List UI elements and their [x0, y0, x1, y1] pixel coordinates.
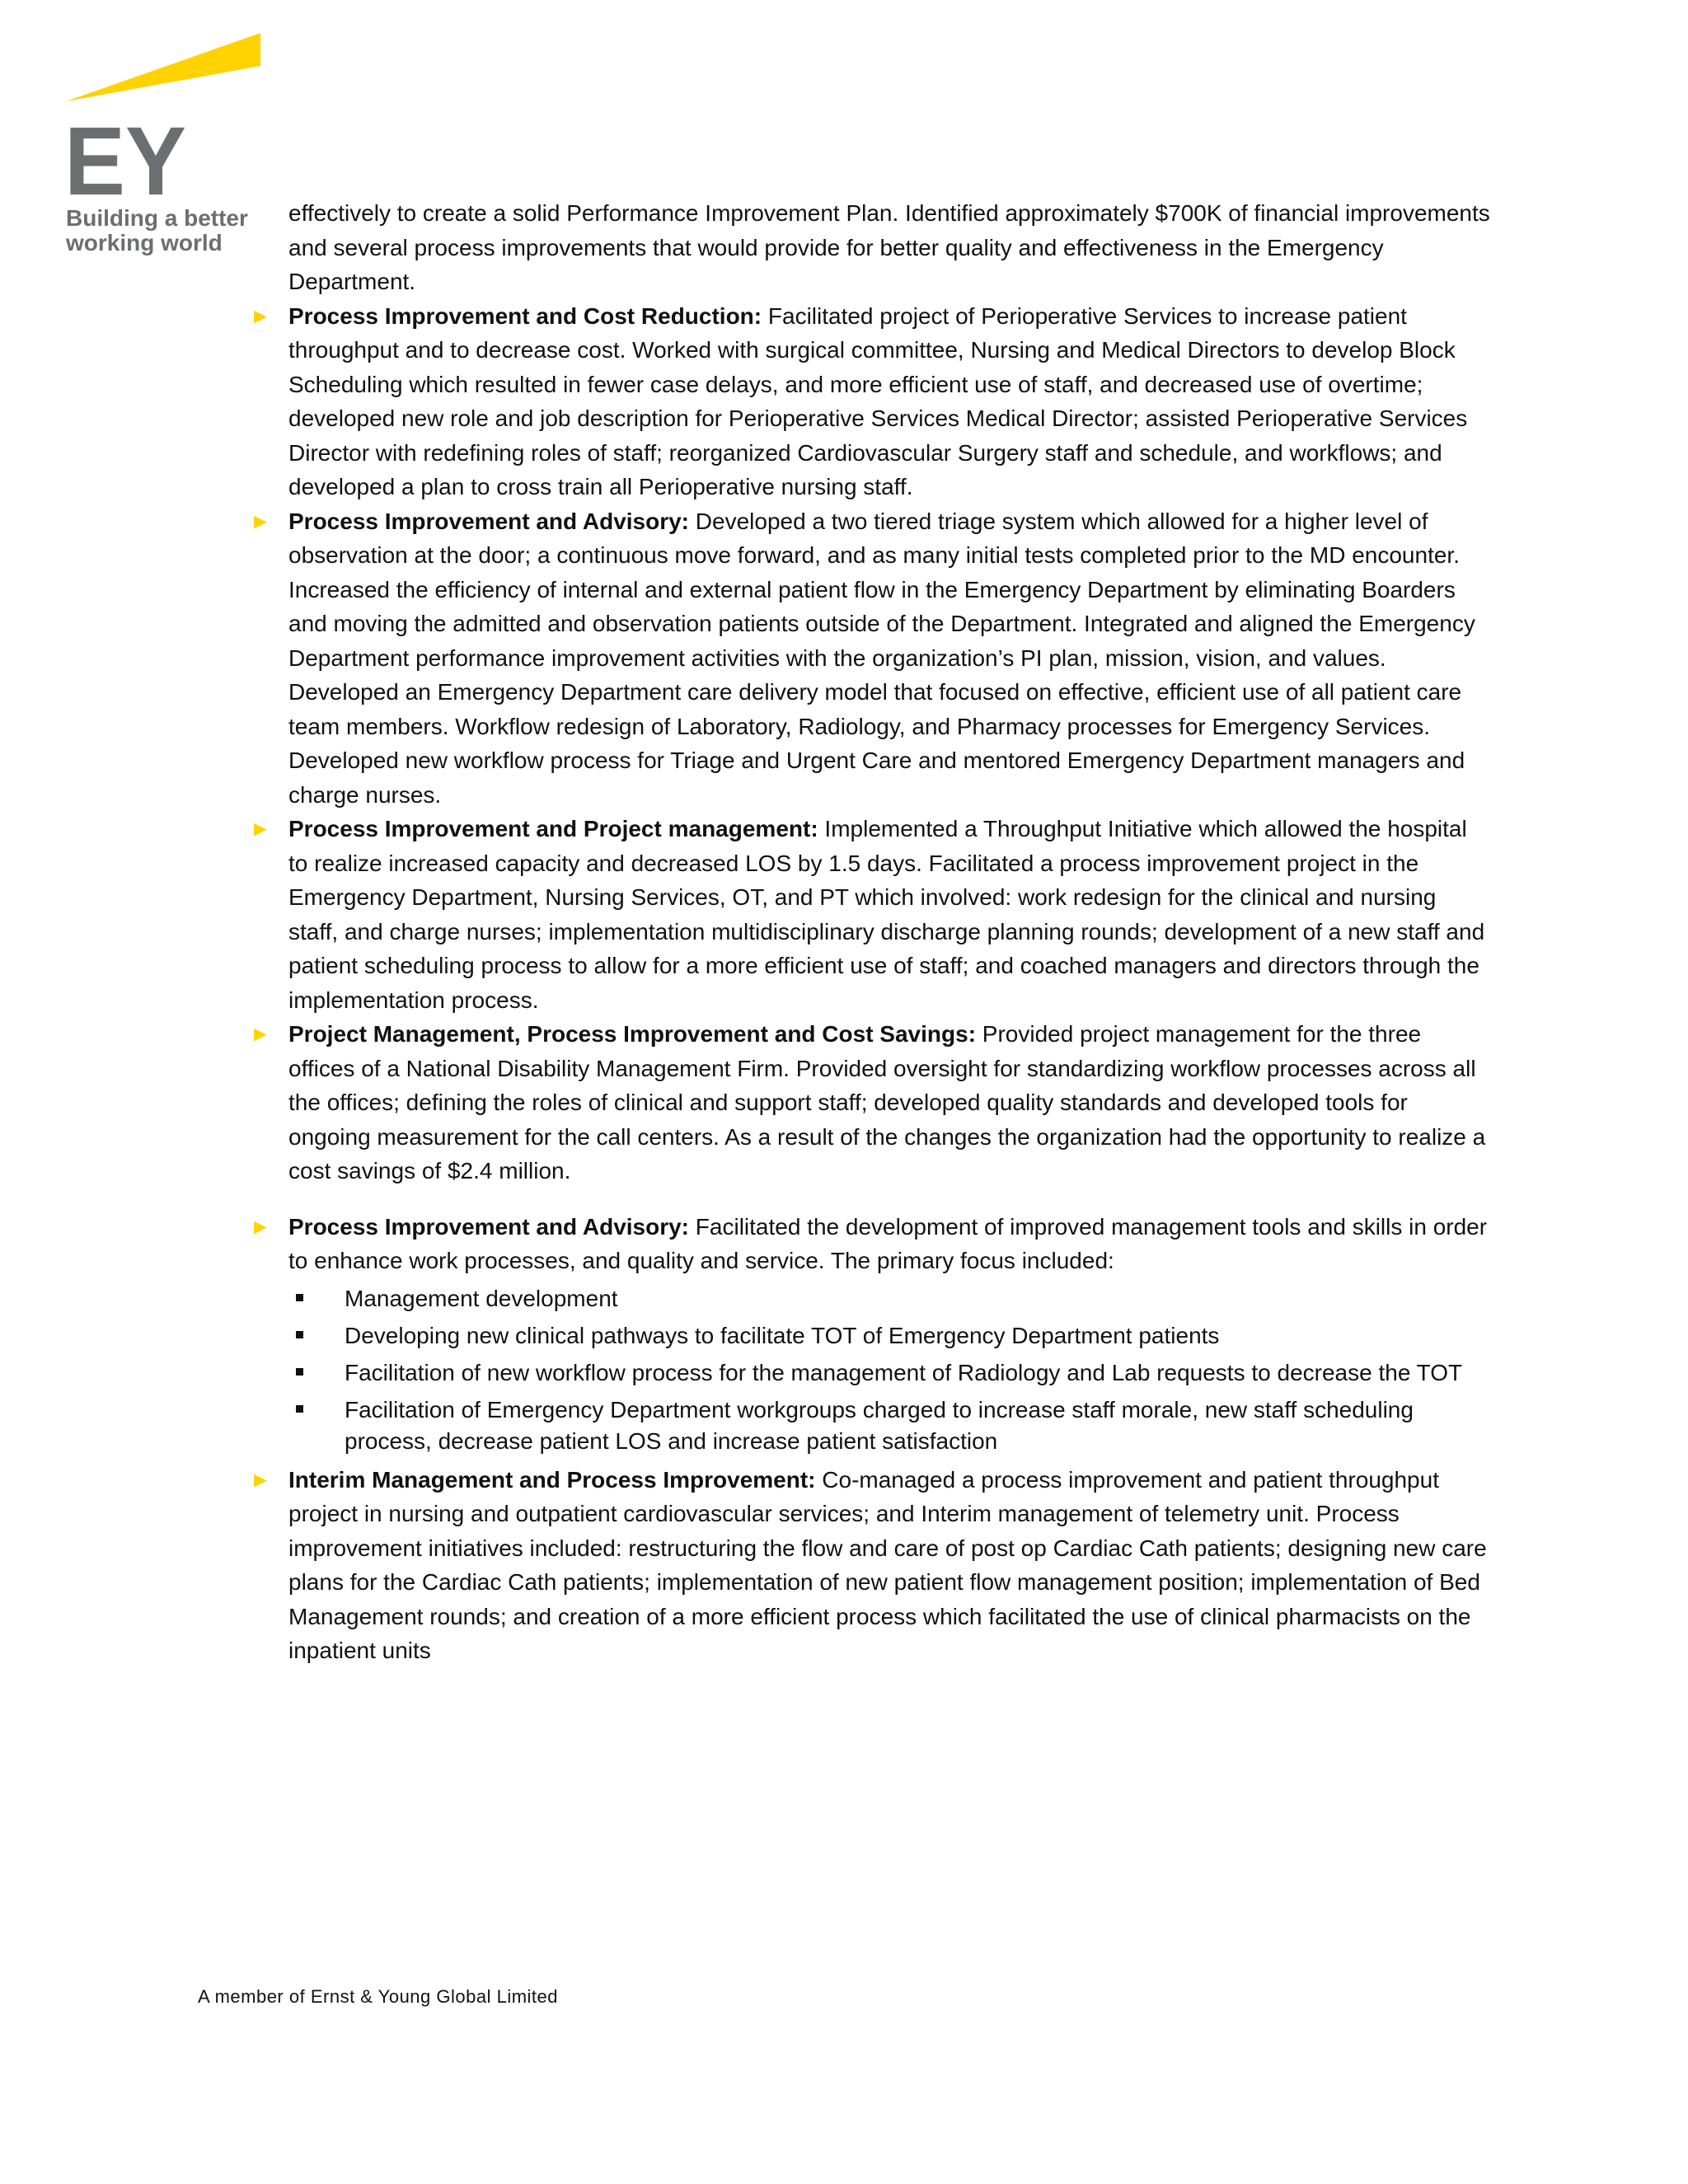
- item-heading: Process Improvement and Advisory:: [288, 1213, 690, 1240]
- intro-paragraph: effectively to create a solid Performance Improvement Plan. Identified approximately $700K of financial improvements and several process improvements that would provide for better quality and effectiveness in the Emergency Department.: [288, 200, 1490, 294]
- sub-list-item-text: Developing new clinical pathways to facilitate TOT of Emergency Department patients: [345, 1322, 1220, 1348]
- page-footer: A member of Ernst & Young Global Limited: [198, 1986, 559, 2007]
- list-item: [247, 1017, 1492, 1188]
- arrow-bullet-icon: ►: [250, 1466, 271, 1492]
- square-bullet-icon: [296, 1405, 303, 1413]
- sub-list-item: [288, 1320, 1492, 1352]
- arrow-bullet-icon: ►: [250, 816, 271, 841]
- item-heading: Process Improvement and Advisory:: [288, 508, 690, 534]
- item-text: Co-managed a process improvement and patient throughput project in nursing and outpatient cardiovascular services; and Interim management of telemetry unit. Process improvement initiatives included: restructuring the flow and care of post op Cardiac Cath patients; designing new care plans for the Cardiac Cath patients; implementation of new patient flow management position; implementation of Bed Management rounds; and creation of a more efficient process which facilitated the use of clinical pharmacists on the inpatient units: [288, 1466, 1487, 1663]
- item-text: Facilitated project of Perioperative Services to increase patient throughput and to decrease cost. Worked with surgical committee, Nursing and Medical Directors to develop Block Scheduling which resulted in fewer case delays, and more efficient use of staff, and decreased use of overtime; developed new role and job description for Perioperative Services Medical Director; assisted Perioperative Services Director with redefining roles of staff; reorganized Cardiovascular Surgery staff and schedule, and workflows; and developed a plan to cross train all Perioperative nursing staff.: [288, 302, 1468, 499]
- item-heading: Process Improvement and Project management:: [288, 816, 818, 841]
- item-text: Provided project management for the three offices of a National Disability Management Firm. Provided oversight for standardizing workflow processes across all the offices; defining the roles of clinical and support staff; developed quality standards and developed tools for ongoing measurement for the call centers. As a result of the changes the organization had the opportunity to realize a cost savings of $2.4 million.: [288, 1021, 1486, 1183]
- square-bullet-icon: [296, 1331, 303, 1338]
- sub-list-item: [288, 1394, 1492, 1457]
- item-text: Implemented a Throughput Initiative which allowed the hospital to realize increased capacity and decreased LOS by 1.5 days. Facilitated a process improvement project in the Emergency Department, Nursing Services, OT, and PT which involved: work redesign for the clinical and nursing staff, and charge nurses; implementation multidisciplinary discharge planning rounds; development of a new staff and patient scheduling process to allow for a more efficient use of staff; and coached managers and directors through the implementation process.: [288, 816, 1485, 1013]
- list-item: [247, 1463, 1492, 1668]
- square-bullet-icon: [296, 1294, 303, 1301]
- item-heading: Process Improvement and Cost Reduction:: [288, 302, 762, 329]
- arrow-bullet-icon: ►: [250, 1021, 271, 1046]
- list-item: [247, 812, 1492, 1017]
- sub-list-item-text: Facilitation of new workflow process for the management of Radiology and Lab requests to decrease the TOT: [345, 1359, 1463, 1385]
- logo-letters: EY: [64, 107, 186, 196]
- sub-list-item-text: Facilitation of Emergency Department workgroups charged to increase staff morale, new staff scheduling process, decrease patient LOS and increase patient satisfaction: [345, 1396, 1414, 1454]
- item-text: Facilitated the development of improved management tools and skills in order to enhance work processes, and quality and service. The primary focus included:: [288, 1213, 1488, 1273]
- document-body: [247, 196, 1492, 1668]
- list-item: [247, 504, 1492, 813]
- square-bullet-icon: [296, 1368, 303, 1376]
- item-text: Developed a two tiered triage system which allowed for a higher level of observation at the door; a continuous move forward, and as many initial tests completed prior to the MD encounter. Increased the efficiency of internal and external patient flow in the Emergency Department by eliminating Boarders and moving the admitted and observation patients outside of the Department. Integrated and aligned the Emergency Department performance improvement activities with the organization’s PI plan, mission, vision, and values. Developed an Emergency Department care delivery model that focused on effective, efficient use of all patient care team members. Workflow redesign of Laboratory, Radiology, and Pharmacy processes for Emergency Services. Developed new workflow process for Triage and Urgent Care and mentored Emergency Department managers and charge nurses.: [288, 508, 1475, 808]
- list-item: [247, 1210, 1492, 1457]
- arrow-bullet-icon: ►: [250, 1213, 271, 1239]
- tagline-line-1: Building a better: [66, 205, 248, 231]
- sub-list-item: [288, 1357, 1492, 1389]
- sub-list-item: [288, 1283, 1492, 1315]
- item-heading: Interim Management and Process Improvement:: [288, 1466, 816, 1493]
- arrow-bullet-icon: ►: [250, 302, 271, 328]
- arrow-bullet-icon: ►: [250, 508, 271, 533]
- list-item: [247, 299, 1492, 504]
- item-heading: Project Management, Process Improvement and Cost Savings:: [288, 1021, 977, 1047]
- ey-logo-mark: [64, 31, 270, 196]
- sub-list-item-text: Management development: [345, 1285, 618, 1311]
- sub-list: [288, 1283, 1492, 1457]
- logo-beam: [66, 33, 260, 101]
- tagline-line-2: working world: [66, 230, 223, 255]
